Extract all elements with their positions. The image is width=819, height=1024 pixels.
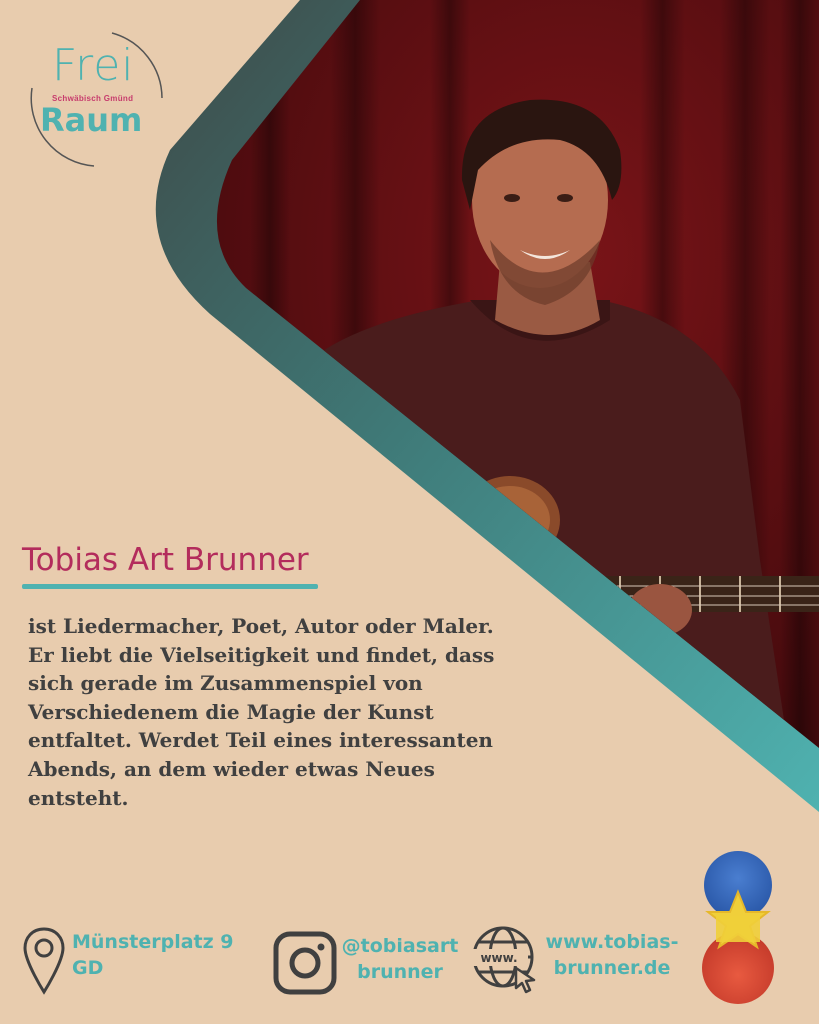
artist-name: Tobias Art Brunner bbox=[22, 542, 309, 578]
location-line1: Münsterplatz 9 bbox=[72, 931, 234, 953]
instagram-icon[interactable] bbox=[272, 930, 338, 996]
website-url[interactable] bbox=[538, 930, 686, 981]
svg-text:www.: www. bbox=[480, 951, 518, 965]
instagram-line2: brunner bbox=[357, 960, 443, 983]
description-line: Abends, an dem wieder etwas Neues bbox=[28, 756, 435, 781]
location-line2: GD bbox=[72, 956, 104, 979]
description-line: sich gerade im Zusammenspiel von bbox=[28, 671, 423, 696]
www-globe-icon[interactable] bbox=[470, 924, 540, 994]
logo-subtitle: Schwäbisch Gmünd bbox=[52, 94, 134, 103]
description-line: ist Liedermacher, Poet, Autor oder Maler. bbox=[28, 614, 494, 638]
description-line: entfaltet. Werdet Teil eines interessanten bbox=[28, 728, 493, 753]
location-address[interactable] bbox=[72, 930, 234, 981]
instagram-line1: @tobiasart bbox=[341, 935, 459, 957]
freiraum-logo bbox=[22, 28, 172, 173]
name-underline bbox=[22, 584, 318, 589]
description-line: Er liebt die Vielseitigkeit und findet, dass bbox=[28, 642, 495, 667]
website-line2: brunner.de bbox=[553, 956, 671, 979]
description-line: entsteht. bbox=[28, 785, 129, 810]
colorful-emblem-icon bbox=[698, 850, 778, 1005]
website-line1: www.tobias- bbox=[545, 931, 679, 953]
logo-title-top: Frei bbox=[52, 40, 135, 91]
logo-title-bottom: Raum bbox=[40, 101, 143, 139]
instagram-handle[interactable] bbox=[340, 934, 460, 985]
artist-description bbox=[28, 612, 548, 812]
map-pin-icon bbox=[22, 926, 66, 996]
description-line: Verschiedenem die Magie der Kunst bbox=[28, 699, 434, 724]
